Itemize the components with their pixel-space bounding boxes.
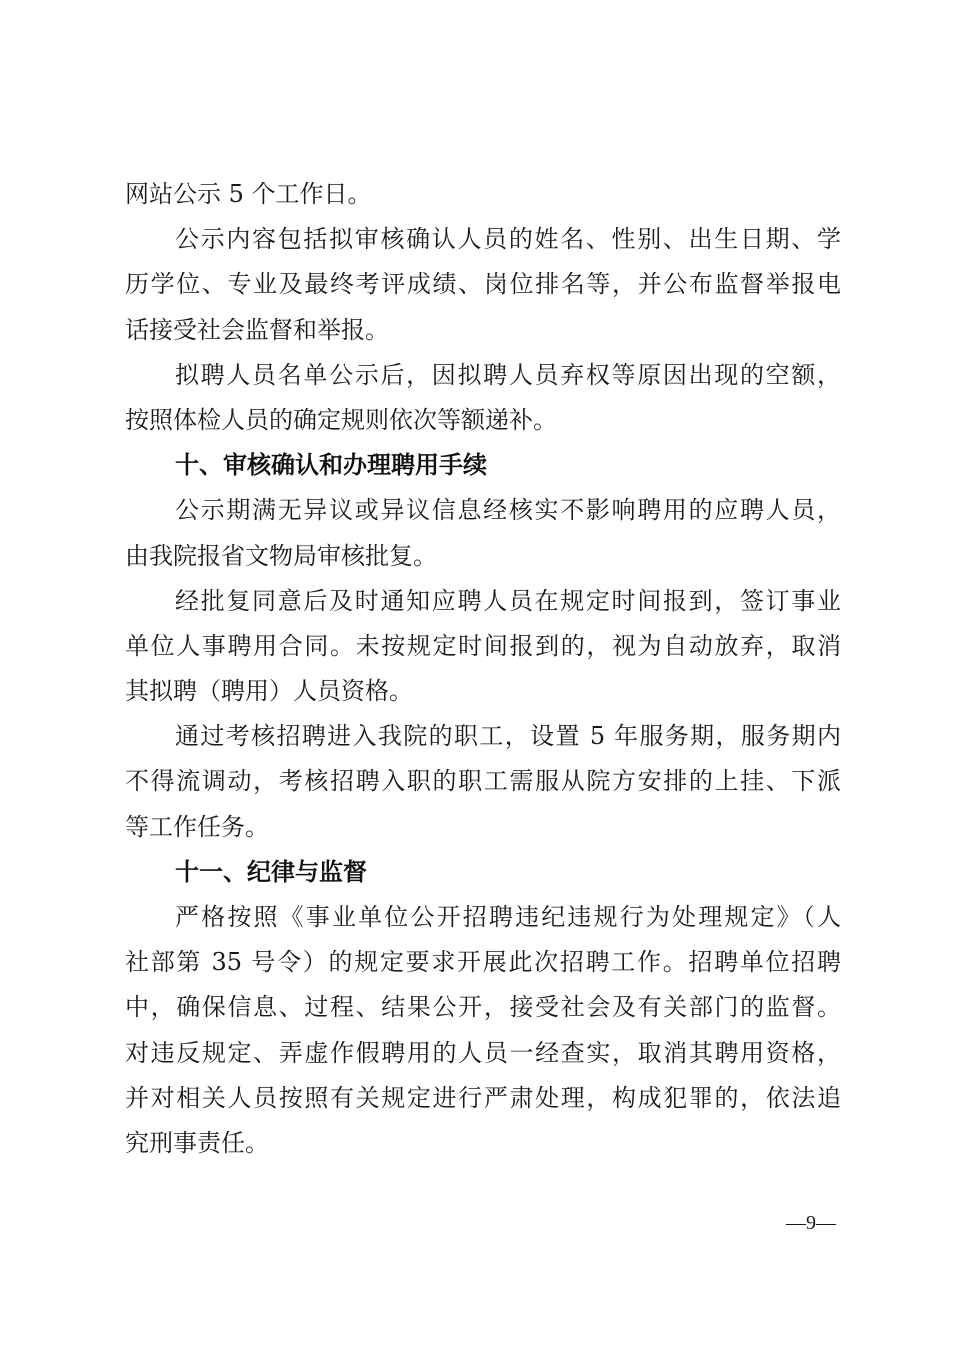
paragraph-line: 等工作任务。 [125,812,269,841]
paragraph-line: 究刑事责任。 [125,1128,269,1157]
paragraph-line: 对违反规定、弄虚作假聘用的人员一经查实，取消其聘用资格， [125,1038,841,1067]
paragraph-line: 单位人事聘用合同。未按规定时间报到的，视为自动放弃，取消 [125,631,841,660]
paragraph-line: 网站公示 5 个工作日。 [125,180,372,208]
paragraph-line: 话接受社会监督和举报。 [125,315,389,344]
paragraph-line: 社部第 35 号令）的规定要求开展此次招聘工作。招聘单位招聘 [125,948,841,977]
paragraph-line: 通过考核招聘进入我院的职工，设置 5 年服务期，服务期内 [175,722,841,751]
paragraph-line: 中，确保信息、过程、结果公开，接受社会及有关部门的监督。 [125,993,841,1022]
paragraph-line: 经批复同意后及时通知应聘人员在规定时间报到，签订事业 [175,586,841,615]
paragraph-line: 并对相关人员按照有关规定进行严肃处理，构成犯罪的，依法追 [125,1083,841,1112]
paragraph-line: 严格按照《事业单位公开招聘违纪违规行为处理规定》（人 [175,903,841,931]
paragraph-line: 拟聘人员名单公示后，因拟聘人员弃权等原因出现的空额， [175,360,841,389]
paragraph-line: 公示期满无异议或异议信息经核实不影响聘用的应聘人员， [175,496,841,525]
document-page [125,172,841,1166]
paragraph-line: 公示内容包括拟审核确认人员的姓名、性别、出生日期、学 [175,225,841,254]
paragraph-line: 不得流调动，考核招聘入职的职工需服从院方安排的上挂、下派 [125,767,841,796]
paragraph-line: 其拟聘（聘用）人员资格。 [125,677,413,706]
section-heading-10: 十、审核确认和办理聘用手续 [175,451,487,480]
paragraph-line: 由我院报省文物局审核批复。 [125,541,437,570]
paragraph-line: 按照体检人员的确定规则依次等额递补。 [125,405,557,434]
paragraph-line: 历学位、专业及最终考评成绩、岗位排名等，并公布监督举报电 [125,270,841,299]
page-number: —9— [786,1212,836,1234]
section-heading-11: 十一、纪律与监督 [175,857,367,886]
